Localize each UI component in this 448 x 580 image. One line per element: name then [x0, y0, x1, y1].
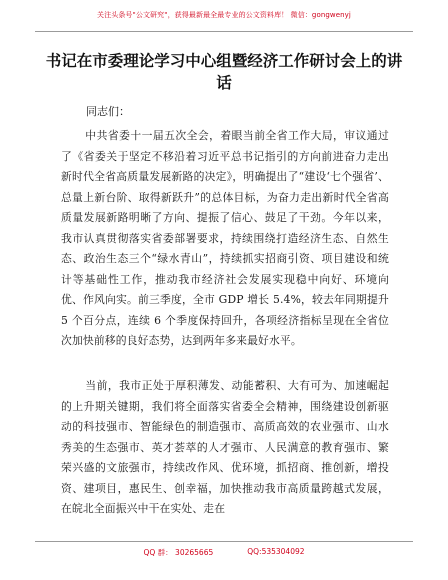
paragraph — [61, 376, 389, 520]
footer — [0, 547, 448, 558]
header-promo-text: 关注头条号"公文研究"，获得最新最全最专业的公文资料库！ 微信：gongwenyj — [97, 11, 351, 19]
footer-divider — [35, 541, 413, 542]
paragraph-text: 中共省委十一届五次全会，着眼当前全省工作大局，审议通过了《省委关于坚定不移沿着习近平总书记指引的方向前进奋力走出新时代全省高质量发展新路的决定》，明确提出了“建设‘七个强省’、总量上新台阶、取得新跃升”的总体目标，为奋力走出新时代全省高质量发展新路明晰了方向、提振了信心、鼓足了干劲。今年以来，我市认真贯彻落实省委部署要求，持续围绕打造经济生态、自然生态、政治生态三个“绿水青山”，持续抓实招商引资、项目建设和统计等基础性工作，推动我市经济社会发展实现稳中向好、环境向优、作风向实。前三季度，全市 GDP 增长 5.4%，较去年同期提升 5 个百分点，连续 6 个季度保持回升，各项经济指标呈现在全省位次加快前移的良好态势，达到两年多来最好水平。 — [61, 129, 389, 347]
footer-qq: QQ:535304092 — [247, 547, 305, 556]
header-divider — [35, 31, 413, 32]
footer-qq-group: QQ 群： 30265665 — [143, 548, 214, 557]
paragraph — [61, 126, 389, 352]
paragraph-text: 当前，我市正处于厚积薄发、动能蓄积、大有可为、加速崛起的上升期关键期，我们将全面落实省委全会精神，围绕建设创新驱动的科技强市、智能绿色的制造强市、高质高效的农业强市、山水秀美的生态强市、英才荟萃的人才强市、人民满意的教育强市、繁荣兴盛的文旅强市，持续改作风、优环境，抓招商、推创新，增投资、建项目，惠民生、创幸福，加快推动我市高质量跨越式发展，在皖北全面振兴中干在实处、走在 — [61, 379, 389, 515]
salutation: 同志们： — [86, 105, 130, 118]
document-title: 书记在市委理论学习中心组暨经济工作研讨会上的讲话 — [45, 52, 403, 92]
